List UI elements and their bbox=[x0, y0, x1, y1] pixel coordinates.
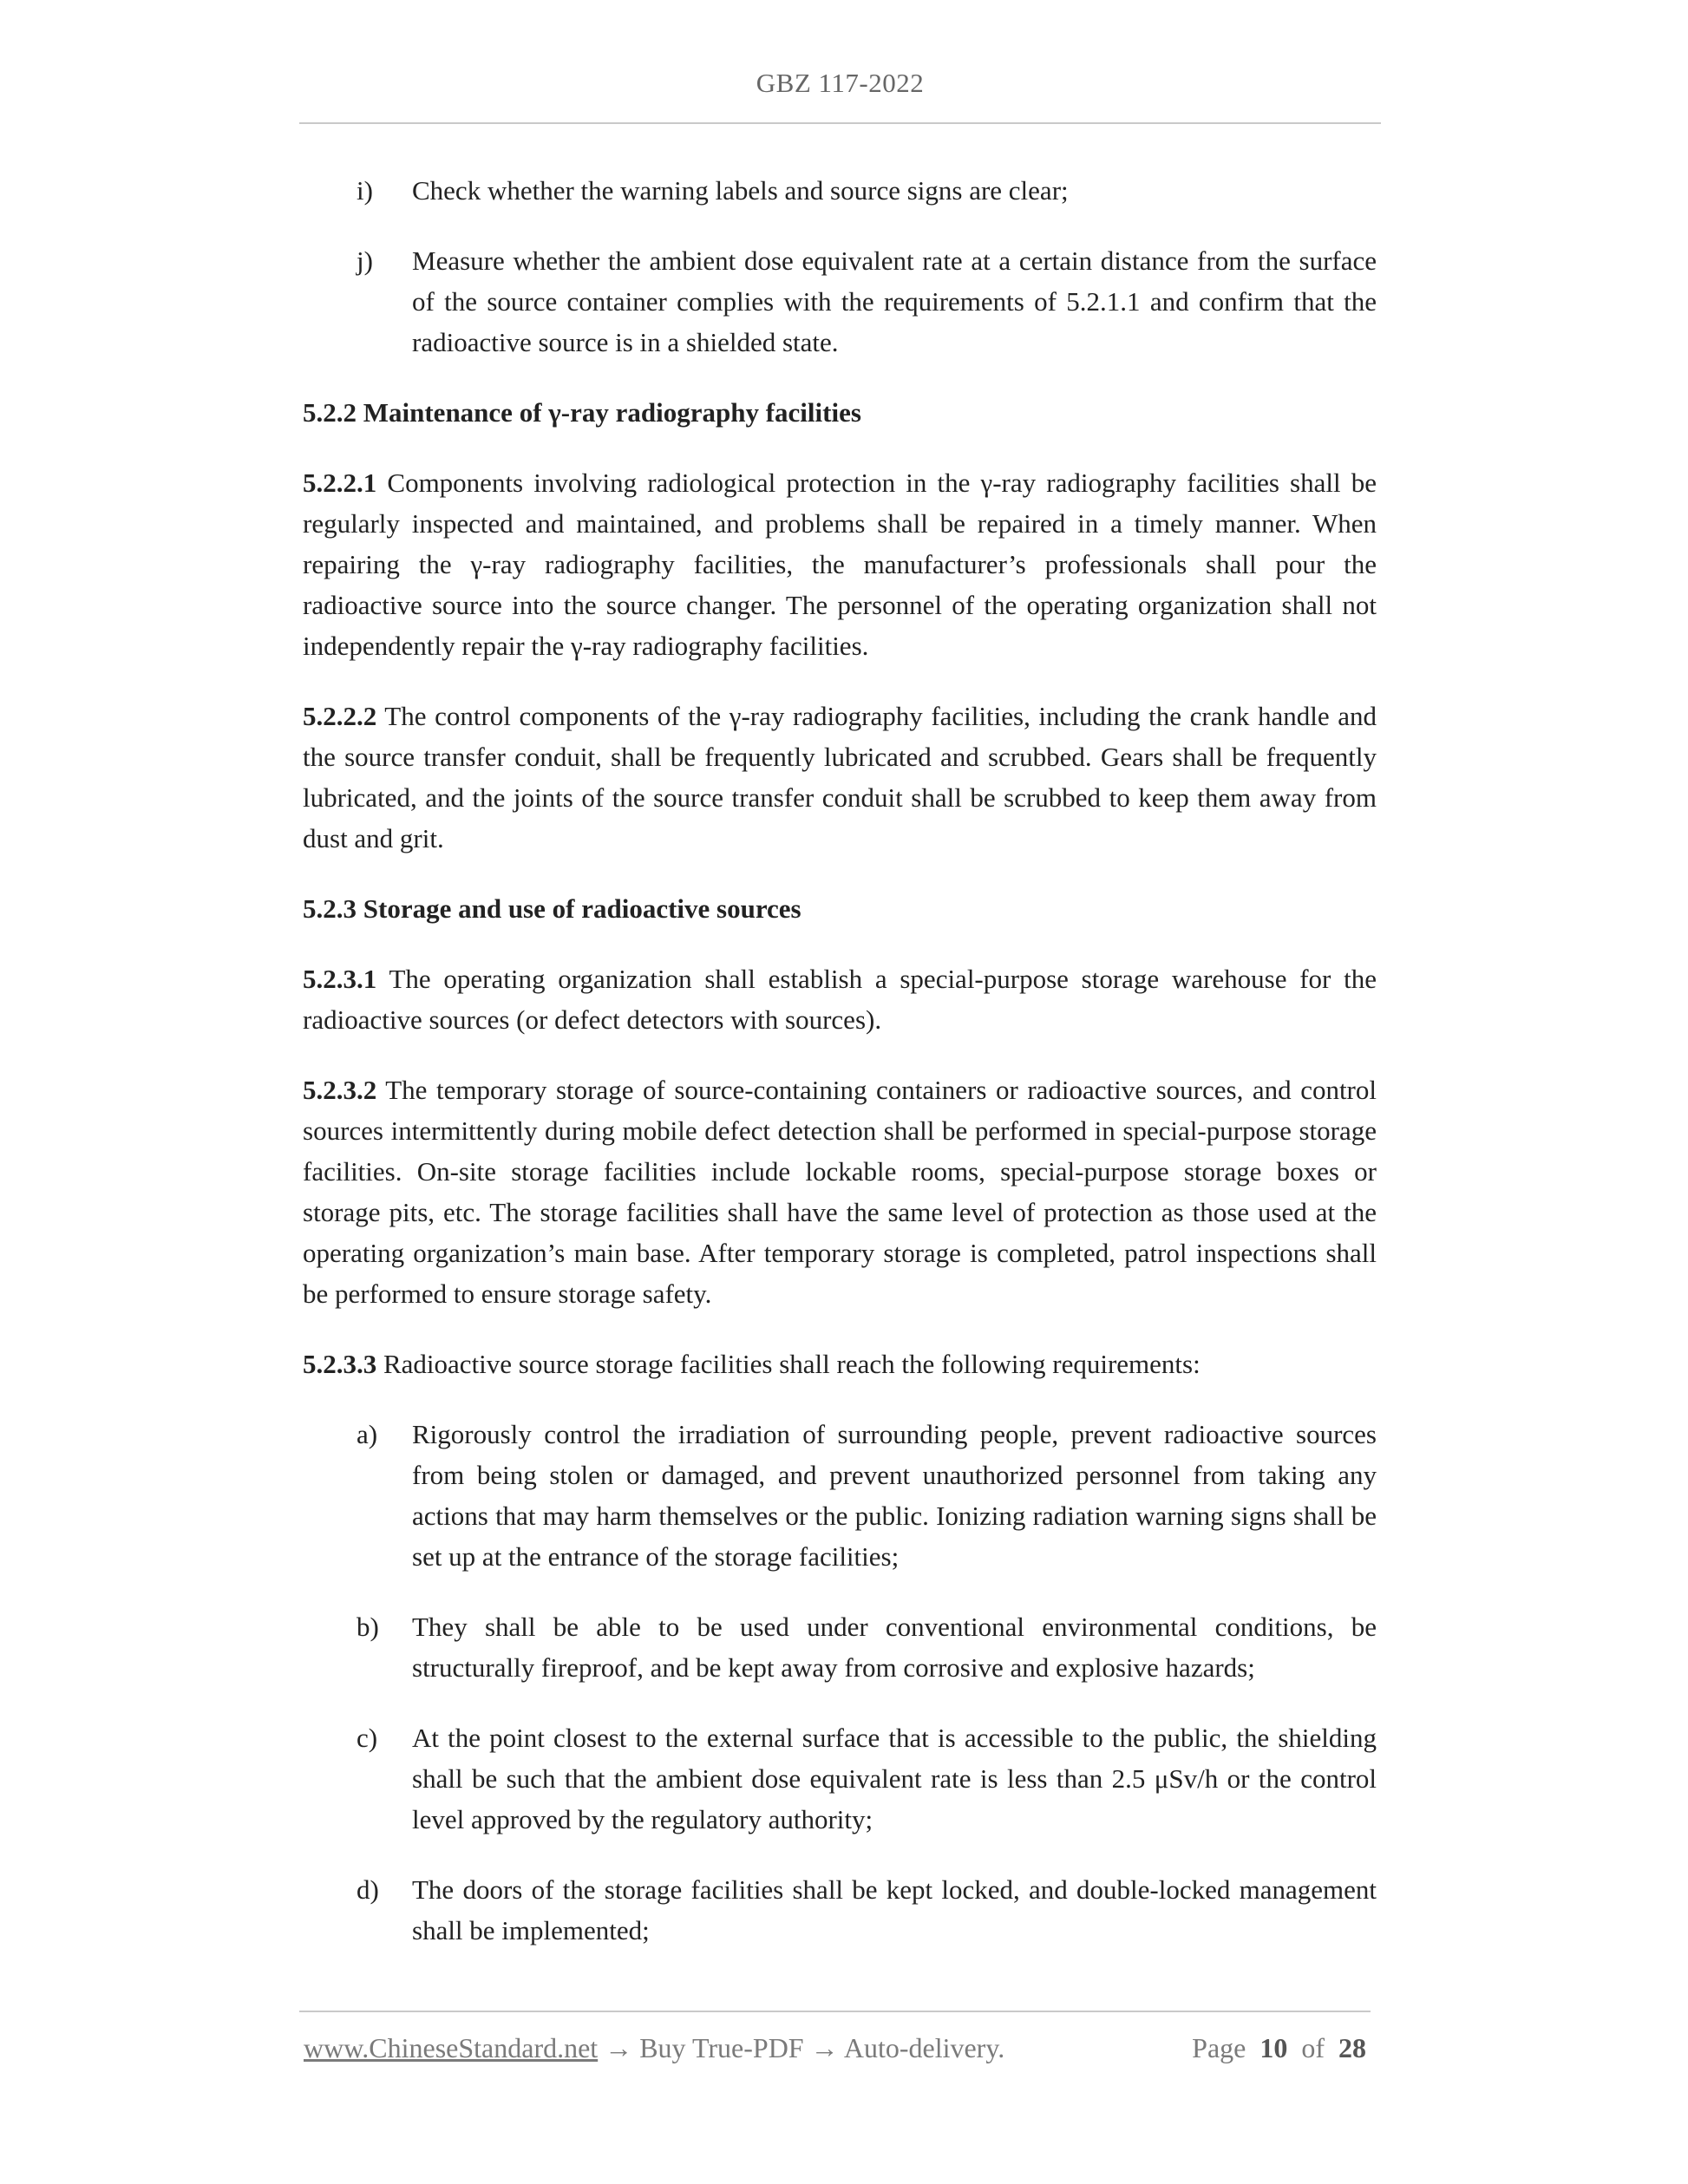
list-item-text: Check whether the warning labels and source signs are clear; bbox=[412, 175, 1069, 206]
website-link[interactable]: www.ChineseStandard.net bbox=[304, 2032, 599, 2063]
clause-5-2-2-1 bbox=[303, 462, 1377, 666]
section-heading-5-2-2: 5.2.2 Maintenance of γ-ray radiography facilities bbox=[303, 397, 861, 428]
footer-promo bbox=[304, 2032, 1004, 2064]
page-word: Page bbox=[1192, 2032, 1246, 2063]
page-indicator bbox=[1192, 2032, 1366, 2064]
page-number: 10 bbox=[1259, 2032, 1288, 2063]
list-item-j bbox=[303, 240, 1377, 363]
list-item-text: Rigorously control the irradiation of surrounding people, prevent radioactive sources from being stolen or damaged, and prevent unauthorized personnel from taking any actions that may harm themselves or the public. Ionizing radiation warning signs shall be set up at the entrance of the storage facilities; bbox=[412, 1419, 1377, 1572]
list-marker: d) bbox=[357, 1874, 379, 1905]
clause-text: The operating organization shall establish a special-purpose storage warehouse for the radioactive sources (or defect detectors with sources). bbox=[303, 964, 1377, 1035]
clause-number: 5.2.3.2 bbox=[303, 1075, 377, 1105]
list-item-text: Measure whether the ambient dose equivalent rate at a certain distance from the surface of the source container complies with the requirements of 5.2.1.1 and confirm that the radioactive source is in a shielded state. bbox=[412, 245, 1377, 357]
footer-divider bbox=[299, 2011, 1371, 2012]
list-item-d bbox=[303, 1869, 1377, 1951]
list-marker: a) bbox=[357, 1419, 378, 1449]
clause-number: 5.2.3.1 bbox=[303, 964, 377, 994]
clause-number: 5.2.2.2 bbox=[303, 701, 377, 731]
document-body bbox=[303, 170, 1377, 1980]
clause-number: 5.2.2.1 bbox=[303, 468, 377, 498]
list-marker: j) bbox=[357, 245, 373, 276]
document-code: GBZ 117-2022 bbox=[756, 68, 925, 98]
list-item-a bbox=[303, 1414, 1377, 1577]
list-marker: c) bbox=[357, 1723, 378, 1753]
list-marker: i) bbox=[357, 175, 373, 206]
clause-number: 5.2.3.3 bbox=[303, 1349, 377, 1379]
clause-5-2-3-1 bbox=[303, 958, 1377, 1040]
list-item-text: The doors of the storage facilities shall be kept locked, and double-locked management shall be implemented; bbox=[412, 1874, 1377, 1945]
footer-tagline: → Buy True-PDF → Auto-delivery. bbox=[598, 2032, 1005, 2063]
page-footer bbox=[304, 2032, 1371, 2070]
page-header bbox=[299, 0, 1381, 124]
of-word: of bbox=[1301, 2032, 1325, 2063]
clause-5-2-3-3 bbox=[303, 1344, 1377, 1384]
list-item-text: They shall be able to be used under conventional environmental conditions, be structurally fireproof, and be kept away from corrosive and explosive hazards; bbox=[412, 1612, 1377, 1683]
list-item-i bbox=[303, 170, 1377, 211]
clause-text: The control components of the γ-ray radiography facilities, including the crank handle and the source transfer conduit, shall be frequently lubricated and scrubbed. Gears shall be frequently lubricated, and the joints of the source transfer conduit shall be scrubbed to keep them away from dust and grit. bbox=[303, 701, 1377, 853]
list-item-text: At the point closest to the external surface that is accessible to the public, the shielding shall be such that the ambient dose equivalent rate is less than 2.5 μSv/h or the control level approved by the regulatory authority; bbox=[412, 1723, 1377, 1834]
list-item-b bbox=[303, 1606, 1377, 1688]
section-heading-5-2-3: 5.2.3 Storage and use of radioactive sources bbox=[303, 893, 801, 924]
clause-5-2-3-2 bbox=[303, 1069, 1377, 1314]
list-item-c bbox=[303, 1717, 1377, 1840]
clause-text: The temporary storage of source-containing containers or radioactive sources, and control sources intermittently during mobile defect detection shall be performed in special-purpose storage facilities. On-site storage facilities include lockable rooms, special-purpose storage boxes or storage pits, etc. The storage facilities shall have the same level of protection as those used at the operating organization’s main base. After temporary storage is completed, patrol inspections shall be performed to ensure storage safety. bbox=[303, 1075, 1377, 1309]
list-marker: b) bbox=[357, 1612, 379, 1642]
clause-5-2-2-2 bbox=[303, 696, 1377, 859]
clause-text: Components involving radiological protection in the γ-ray radiography facilities shall be regularly inspected and maintained, and problems shall be repaired in a timely manner. When repairing the γ-ray radiography facilities, the manufacturer’s professionals shall pour the radioactive source into the source changer. The personnel of the operating organization shall not independently repair the γ-ray radiography facilities. bbox=[303, 468, 1377, 661]
page-total: 28 bbox=[1338, 2032, 1366, 2063]
clause-text: Radioactive source storage facilities shall reach the following requirements: bbox=[376, 1349, 1201, 1379]
